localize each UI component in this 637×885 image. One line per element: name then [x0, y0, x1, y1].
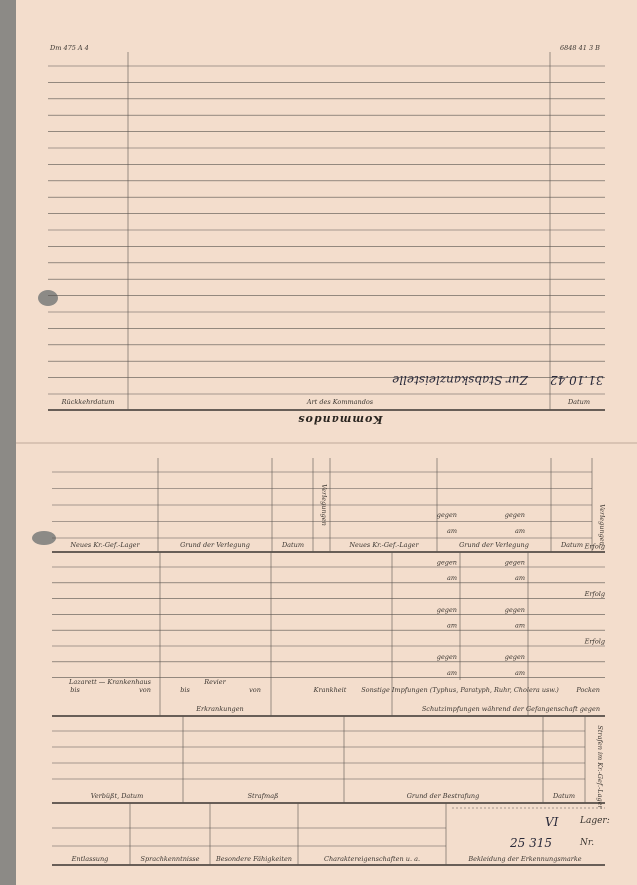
impf-row-label-2: gegen [436, 558, 457, 567]
f-col-marke: Bekleidung der Erkennungsmarke [468, 855, 582, 863]
strafen-title: Strafen im Kr.-Gef.-Lager [596, 725, 604, 809]
kommando-entry-text: Zur Stabskanzleistelle [392, 373, 528, 387]
revier-bis: bis [180, 686, 190, 694]
kommandos-title: Kommandos [297, 413, 383, 426]
lager-value: VI [545, 815, 559, 829]
impf-row-label-2: gegen [436, 511, 457, 519]
f-col-charakter: Charaktereigenschaften u. a. [323, 855, 421, 863]
revier-label: Revier [204, 678, 226, 686]
impf-row-label-2: gegen [436, 653, 457, 662]
v-col-lager-1: Neues Kr.-Gef.-Lager [349, 541, 419, 549]
verlegungen-title-2: Verlegungen [320, 484, 328, 526]
form-number: Dm 475 A 4 [50, 44, 89, 52]
col-art-label: Art des Kommandos [306, 398, 374, 406]
punch-hole-top [38, 290, 58, 306]
impf-row-label: Erfolg [584, 590, 605, 598]
print-code: 6848 41 3 B [560, 44, 600, 52]
v-col-datum-2: Datum [281, 541, 305, 549]
lager-label: Lager: [580, 816, 610, 826]
impf-row-label: am [514, 574, 525, 583]
impf-row-label: Erfolg [584, 637, 605, 646]
impf-row-label: gegen [504, 558, 525, 567]
revier-von: von [249, 686, 261, 694]
impf-row-label-2: am [446, 526, 457, 535]
impf-row-label: gegen [504, 605, 525, 614]
nr-label: Nr. [580, 838, 595, 848]
f-col-faehigkeiten: Besondere Fähigkeiten [216, 855, 292, 863]
f-col-entlassung: Entlassung [71, 855, 109, 863]
lazarett-von: von [139, 686, 151, 694]
impfungen-header: Schutzimpfungen während der Gefangenschaft gegen [421, 705, 600, 713]
v-col-grund-1: Grund der Verlegung [459, 541, 529, 549]
v-col-grund-2: Grund der Verlegung [180, 541, 250, 549]
impf-row-label: am [514, 621, 525, 630]
krankheit-label: Krankheit [313, 686, 347, 694]
nr-value: 25 315 [510, 836, 552, 850]
pocken-label: Pocken [576, 686, 600, 694]
impf-row-label: am [514, 526, 525, 535]
impf-row-label: gegen [504, 653, 525, 662]
impf-row-label: gegen [504, 511, 525, 519]
lazarett-bis: bis [70, 686, 80, 694]
s-col-strafmass: Strafmaß [247, 792, 279, 800]
col-rueckkehr-label: Rückkehrdatum [61, 398, 115, 406]
impf-row-label-2: gegen [436, 605, 457, 614]
lazarett-label: Lazarett — Krankenhaus [69, 678, 151, 686]
f-col-sprachen: Sprachkenntnisse [140, 855, 200, 863]
s-col-datum: Datum [552, 792, 576, 800]
s-col-verbuesst: Verbüßt, Datum [90, 792, 144, 800]
kommandos-grid [48, 66, 605, 394]
impf-row-label-2: am [446, 574, 457, 583]
v-col-datum-1: Datum [560, 541, 584, 549]
impf-row-label-2: am [446, 621, 457, 630]
impf-row-label: Erfolg [584, 542, 605, 551]
erkrankungen-label: Erkrankungen [196, 705, 244, 713]
col-datum-label: Datum [567, 398, 590, 406]
kommando-entry-date: 31.10.42 [550, 373, 604, 387]
v-col-lager-2: Neues Kr.-Gef.-Lager [70, 541, 140, 549]
s-col-grund: Grund der Bestrafung [406, 792, 480, 800]
sonstige-label: Sonstige Impfungen (Typhus, Paratyph, Ruhr, Cholera usw.) [361, 686, 559, 694]
impf-row-label: am [514, 669, 525, 677]
verlegungen-title: Verlegungen [598, 504, 606, 546]
impf-row-label-2: am [446, 669, 457, 677]
